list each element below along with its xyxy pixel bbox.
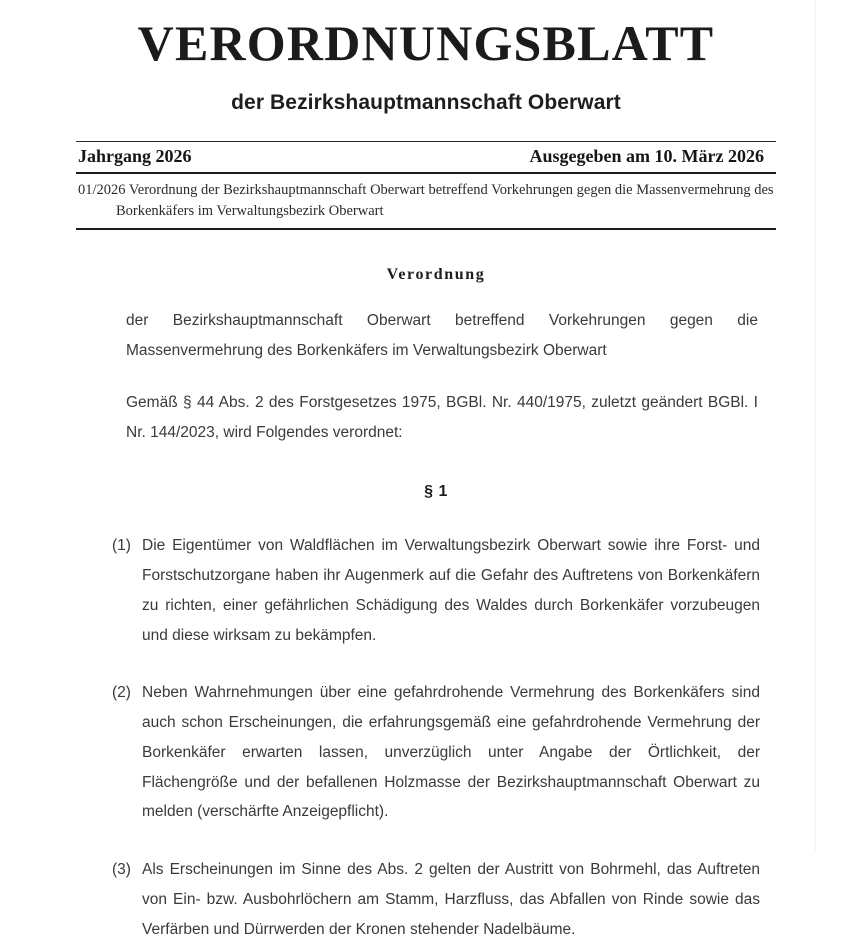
issue-rule-bottom	[76, 228, 776, 230]
issue-bar	[76, 141, 776, 230]
scan-artifact-line	[815, 0, 816, 852]
absatz-marker: (2)	[112, 684, 131, 702]
body-lead-paragraph: der Bezirkshauptmannschaft Oberwart betreffend Vorkehrungen gegen die Massenvermehrung des Borkenkäfers im Verwaltungsbezirk Oberwart	[126, 312, 758, 360]
document-body	[92, 266, 760, 944]
issue-meta-row	[76, 142, 776, 172]
absatz-marker: (3)	[112, 861, 131, 879]
issue-date: Ausgegeben am 10. März 2026	[529, 146, 764, 167]
issue-volume: Jahrgang 2026	[78, 146, 192, 167]
absatz-item	[112, 855, 760, 944]
masthead-subtitle: der Bezirkshauptmannschaft Oberwart	[231, 91, 621, 114]
absatz-marker: (1)	[112, 537, 131, 555]
absatz-text: Als Erscheinungen im Sinne des Abs. 2 gelten der Austritt von Bohrmehl, das Auftreten von Ein- bzw. Ausbohrlöchern am Stamm, Harzfluss, das Abfallen von Rinde sowie das Verfärben und Dürrwerden der Kronen stehender Nadelbäume.	[142, 861, 760, 938]
absatz-item	[112, 531, 760, 650]
issue-index-entry	[76, 174, 790, 228]
absatz-list	[112, 531, 760, 944]
body-legal-basis-paragraph: Gemäß § 44 Abs. 2 des Forstgesetzes 1975, BGBl. Nr. 440/1975, zuletzt geändert BGBl. I Nr. 144/2023, wird Folgendes verordnet:	[126, 393, 758, 441]
issue-index-entry-text: 01/2026 Verordnung der Bezirkshauptmannschaft Oberwart betreffend Vorkehrungen gegen die Massenvermehrung des Borkenkäfers im Verwaltungsbezirk Oberwart	[78, 182, 774, 219]
absatz-text: Neben Wahrnehmungen über eine gefahrdrohende Vermehrung des Borkenkäfers sind auch schon Erscheinungen, die erfahrungsgemäß eine gefahrdrohende Vermehrung der Borkenkäfer erwarten lassen, unverzüglich unter Angabe der Örtlichkeit, der Flächengröße und der befallenen Holzmasse der Bezirkshauptmannschaft Oberwart zu melden (verschärfte Anzeigepflicht).	[142, 684, 760, 821]
page-title: VERORDNUNGSBLATT	[137, 15, 715, 71]
section-label: § 1	[424, 483, 448, 501]
absatz-item	[112, 678, 760, 827]
absatz-text: Die Eigentümer von Waldflächen im Verwaltungsbezirk Oberwart sowie ihre Forst- und Forstschutzorgane haben ihr Augenmerk auf die Gefahr des Auftretens von Borkenkäfern zu richten, einer gefährlichen Schädigung des Waldes durch Borkenkäfer vorzubeugen und diese wirksam zu bekämpfen.	[142, 537, 760, 644]
body-heading: Verordnung	[386, 266, 486, 284]
masthead	[0, 0, 852, 115]
